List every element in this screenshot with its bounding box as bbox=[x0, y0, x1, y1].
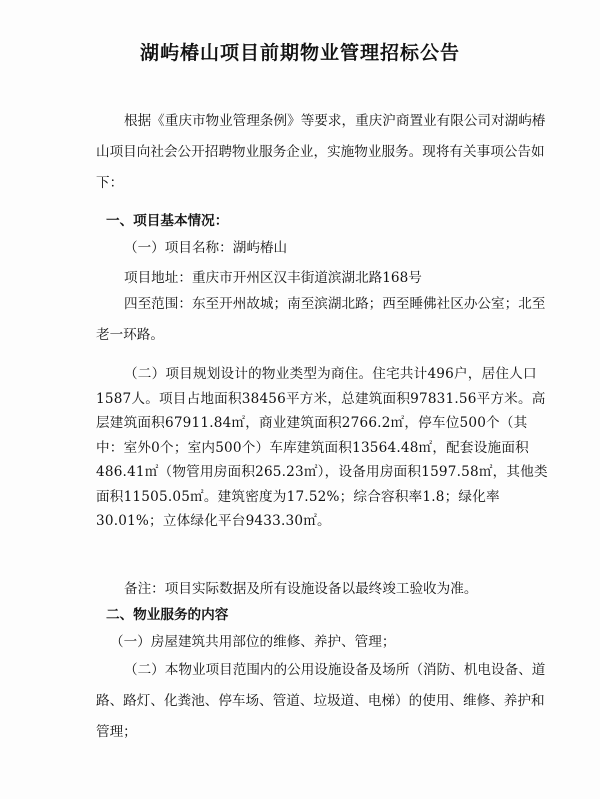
section2-heading: 二、物业服务的内容 bbox=[106, 607, 229, 623]
intro-paragraph: 根据《重庆市物业管理条例》等要求，重庆沪商置业有限公司对湖屿椿山项目向社会公开招聘物业服务企业，实施物业服务。现将有关事项公告如下： bbox=[96, 113, 546, 191]
service-item-2: （二）本物业项目范围内的公用设施设备及场所（消防、机电设备、道路、路灯、化粪池、停车场、管道、垃圾道、电梯）的使用、维修、养护和管理； bbox=[96, 662, 546, 740]
project-name: （一）项目名称：湖屿椿山 bbox=[124, 240, 288, 256]
service-item-1: （一）房屋建筑共用部位的维修、养护、管理； bbox=[110, 634, 396, 650]
project-address: 项目地址：重庆市开州区汉丰街道滨湖北路168号 bbox=[124, 270, 422, 286]
project-planning-details: （二）项目规划设计的物业类型为商住。住宅共计496户，居住人口1587人。项目占地面积38456平方米，总建筑面积97831.56平方米。高层建筑面积67911.84㎡，商业建筑面积2766.2㎡，停车位500个（其中：室外0个；室内500个）车库建筑面积13564.48㎡，配套设施面积486.41㎡（物管用房面积265.23㎡），设备用房面积1597.58㎡，其他类面积11505.05㎡。建筑密度为17.52%；综合容积率1.8；绿化率30.01%；立体绿化平台9433.30㎡。 bbox=[96, 366, 548, 529]
document-title: 湖屿椿山项目前期物业管理招标公告 bbox=[139, 42, 460, 64]
section1-heading: 一、项目基本情况： bbox=[106, 213, 229, 229]
remark-note: 备注：项目实际数据及所有设施设备以最终竣工验收为准。 bbox=[124, 581, 478, 597]
project-boundary: 四至范围：东至开州故城；南至滨湖北路；西至睡佛社区办公室；北至老一环路。 bbox=[96, 296, 546, 343]
